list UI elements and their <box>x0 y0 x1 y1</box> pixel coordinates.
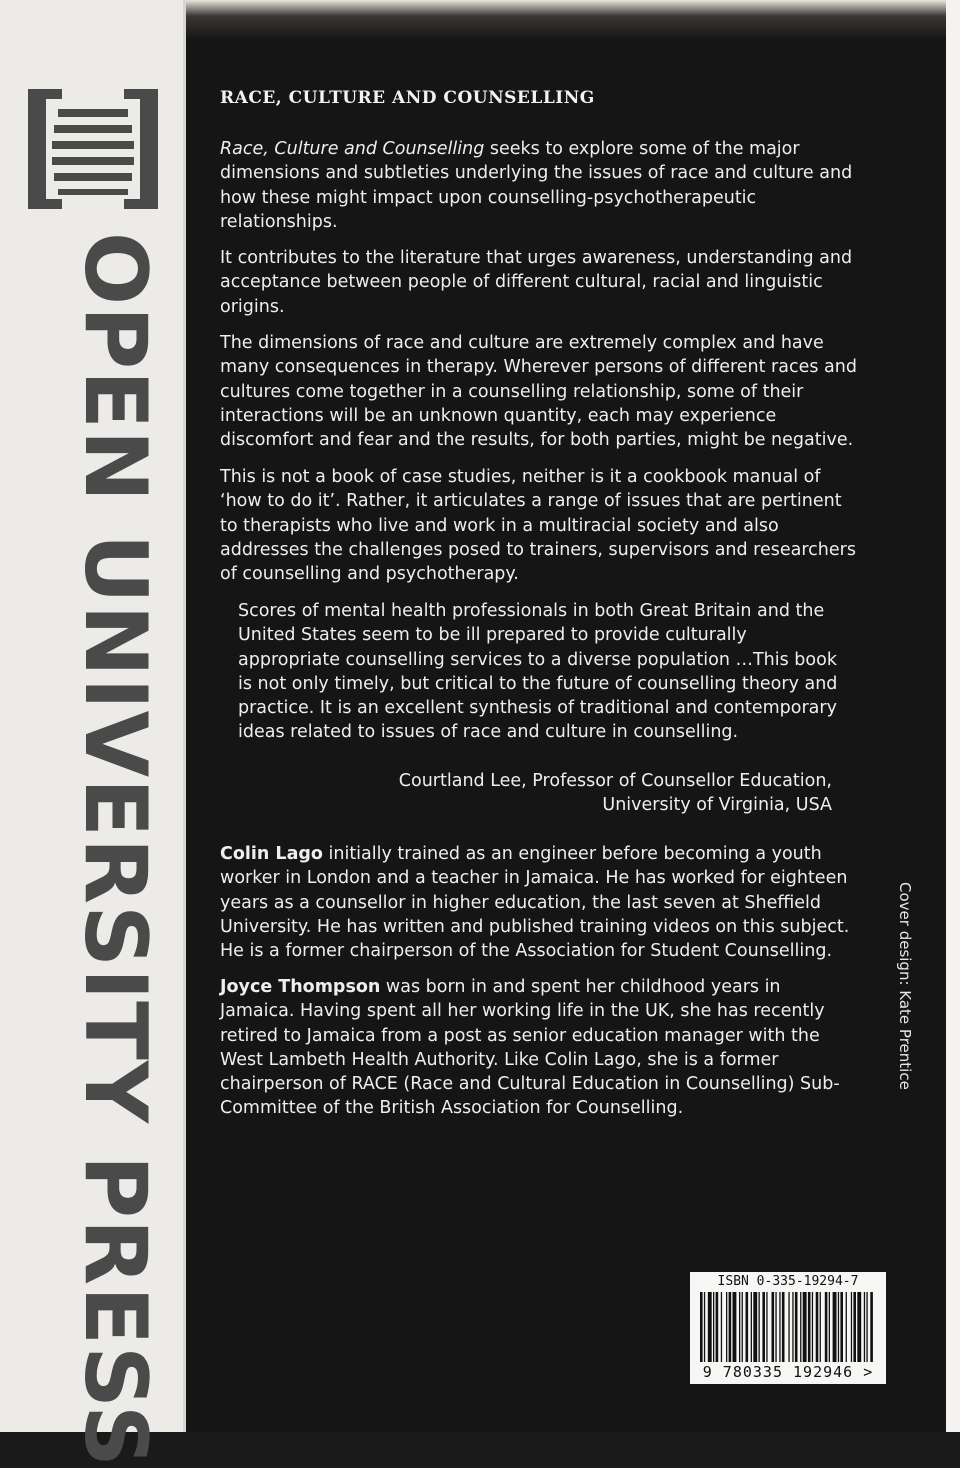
author-bio-2 <box>220 975 860 1121</box>
barcode-bar <box>846 1292 847 1362</box>
barcode-bar <box>851 1292 852 1362</box>
barcode-bar <box>742 1292 743 1362</box>
endorsement-quote: Scores of mental health professionals in both Great Britain and the United States seem to be ill prepared to provide culturally appropriate counselling services to a diverse population …This book is not only timely, but critical to the future of counselling theory and practice. It is an excellent synthesis of traditional and contemporary ideas related to issues of race and culture in counselling. <box>238 601 838 743</box>
description-paragraph-4: This is not a book of case studies, neither is it a cookbook manual of ‘how to do it’. Rather, it articulates a range of issues that are pertinent to therapists who live and work in a multiracial society and also addresses the challenges posed to trainers, supervisors and researchers of counselling and psychotherapy. <box>220 467 856 585</box>
barcode-bar <box>870 1292 873 1362</box>
barcode-bar <box>782 1292 785 1362</box>
barcode-bar <box>792 1292 793 1362</box>
barcode-bar <box>751 1292 752 1362</box>
barcode-bar <box>700 1292 703 1362</box>
quote-attribution-1: Courtland Lee, Professor of Counsellor Education, <box>398 771 832 791</box>
barcode-bar <box>866 1292 867 1362</box>
barcode-bar <box>721 1292 722 1362</box>
barcode-bar <box>779 1292 780 1362</box>
author-name: Joyce Thompson <box>220 977 381 997</box>
barcode-bar <box>729 1292 732 1362</box>
barcode-bar <box>833 1292 837 1362</box>
barcode-bar <box>853 1292 856 1362</box>
barcode-bar <box>759 1292 760 1362</box>
barcode-bar <box>808 1292 811 1362</box>
cover-wear <box>186 0 946 40</box>
barcode-bar <box>795 1292 798 1362</box>
barcode-bar <box>713 1292 714 1362</box>
barcode-bar <box>820 1292 821 1362</box>
author-bio-text: was born in and spent her childhood years in Jamaica. Having spent all her working life in the UK, she has recently retired to Jamaica from a post as senior education manager with the West Lambeth Health Authority. Like Colin Lago, she is a former chairperson of RACE (Race and Cultural Education in Counselling) Sub-Committee of the British Association for Counselling. <box>220 977 840 1119</box>
barcode-bar <box>857 1292 861 1362</box>
description-paragraph-1 <box>220 137 860 234</box>
barcode-bar <box>739 1292 740 1362</box>
description-paragraph-2: It contributes to the literature that urges awareness, understanding and acceptance between people of different cultural, racial and linguistic origins. <box>220 248 853 317</box>
barcode-bar <box>825 1292 828 1362</box>
barcode-bar <box>829 1292 830 1362</box>
barcode-bar <box>816 1292 819 1362</box>
book-title-inline: Race, Culture and Counselling <box>220 139 485 159</box>
barcode-bar <box>716 1292 719 1362</box>
author-name: Colin Lago <box>220 844 323 864</box>
barcode-bar <box>840 1292 843 1362</box>
book-title: RACE, CULTURE AND COUNSELLING <box>220 88 595 108</box>
author-bio-text: initially trained as an engineer before becoming a youth worker in London and a teacher in Jamaica. He has worked for eighteen years as a counsellor in higher education, the last seven at Sheffield University. He has written and published training videos on this subject. He is a former chairperson of the Association for Student Counselling. <box>220 844 850 962</box>
barcode-bar <box>800 1292 801 1362</box>
isbn-number: ISBN 0-335-19294-7 <box>717 1274 859 1289</box>
barcode-bar <box>775 1292 776 1362</box>
publisher-name: OPEN UNIVERSITY PRESS <box>65 232 165 1468</box>
barcode-bar <box>788 1292 789 1362</box>
barcode-bar <box>772 1292 775 1362</box>
barcode-bar <box>726 1292 727 1362</box>
barcode-bar <box>708 1292 712 1362</box>
ean-number: 9 780335 192946 > <box>702 1363 874 1381</box>
paragraph-text: seeks to explore some of the major dimensions and subtleties underlying the issues of race and culture and how these might impact upon counselling-psychotherapeutic relationships. <box>220 139 853 232</box>
cover-edge <box>946 0 960 1432</box>
barcode-bar <box>803 1292 807 1362</box>
open-university-press-logo-icon <box>28 85 158 213</box>
barcode-bar <box>753 1292 757 1362</box>
barcode-bar <box>733 1292 737 1362</box>
barcode-bar <box>864 1292 865 1362</box>
barcode-bar <box>838 1292 839 1362</box>
barcode-bar <box>762 1292 765 1362</box>
barcode-icon <box>698 1292 878 1362</box>
description-paragraph-3: The dimensions of race and culture are extremely complex and have many consequences in therapy. Wherever persons of different races and cultures come together in a counselling relationship, some of their interactions will be an unknown quantity, each may experience discomfort and fear and the results, for both parties, might be negative. <box>220 333 857 451</box>
barcode-bar <box>812 1292 813 1362</box>
barcode-bar <box>704 1292 705 1362</box>
barcode-bar <box>766 1292 767 1362</box>
barcode-bar <box>746 1292 749 1362</box>
quote-attribution-2: University of Virginia, USA <box>602 795 832 815</box>
barcode-label <box>690 1272 886 1384</box>
cover-design-credit: Cover design: Kate Prentice <box>896 882 914 1090</box>
author-bio-1 <box>220 842 860 963</box>
